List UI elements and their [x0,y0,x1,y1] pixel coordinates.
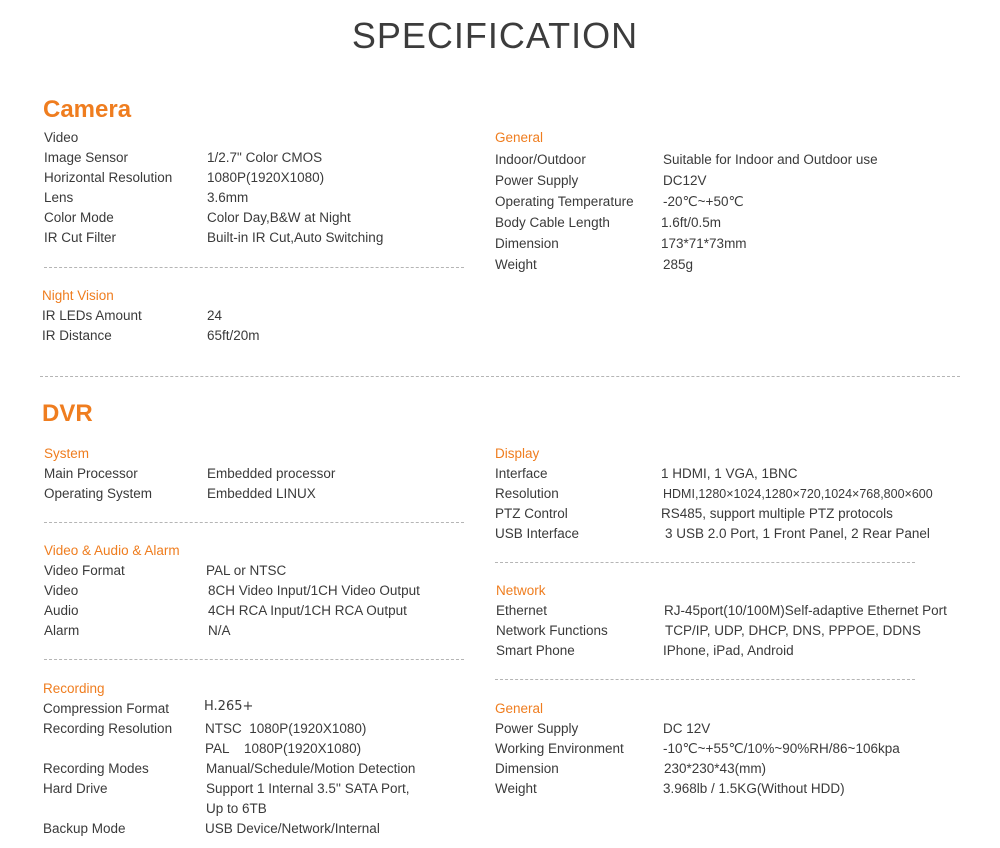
camera-heading: Camera [43,96,132,123]
spec-key: Hard Drive [43,781,108,796]
spec-value: Built-in IR Cut,Auto Switching [207,230,384,245]
spec-row [44,188,464,208]
spec-value: PAL or NTSC [206,563,287,578]
spec-row [495,191,955,212]
spec-value: DC 12V [663,721,711,736]
spec-value: 1/2.7" Color CMOS [207,150,323,165]
spec-row [496,641,966,661]
spec-value: Color Day,B&W at Night [207,210,351,225]
spec-key: Recording Modes [43,761,149,776]
spec-row [44,601,464,621]
spec-row [44,561,464,581]
spec-row [43,779,473,799]
spec-row [44,621,464,641]
dvr-heading: DVR [42,400,93,427]
spec-key: Color Mode [44,210,114,225]
spec-row [495,464,965,484]
system-title: System [44,446,90,461]
spec-key: Video Format [44,563,125,578]
spec-value: -20℃~+50℃ [663,194,744,209]
spec-key: Dimension [495,236,559,251]
spec-row [43,819,473,839]
spec-key: Power Supply [495,173,579,188]
spec-key: Ethernet [496,603,548,618]
display-title: Display [495,446,540,461]
spec-row [495,739,965,759]
spec-row [495,212,955,233]
spec-value: PAL 1080P(1920X1080) [205,741,362,756]
spec-row [44,484,464,504]
spec-value: 8CH Video Input/1CH Video Output [208,583,420,598]
night-vision-list [42,306,462,346]
spec-key: Recording Resolution [43,721,173,736]
spec-row [495,170,955,191]
camera-video-list [44,148,464,248]
spec-key: Interface [495,466,548,481]
spec-row [495,524,965,544]
spec-value: H.265+ [204,699,254,714]
spec-key: IR Distance [42,328,112,343]
spec-value: 3.968lb / 1.5KG(Without HDD) [663,781,845,796]
display-list [495,464,965,544]
spec-key: Dimension [495,761,559,776]
spec-row [44,168,464,188]
dvr-general-list [495,719,965,799]
spec-value: RJ-45port(10/100M)Self-adaptive Ethernet Port [664,603,947,618]
spec-key: Working Environment [495,741,624,756]
recording-list [43,699,473,839]
spec-row [495,233,955,254]
divider [495,679,915,680]
spec-value: 285g [663,257,694,272]
spec-row [42,306,462,326]
spec-row [44,208,464,228]
spec-key: Main Processor [44,466,138,481]
divider [44,659,464,660]
spec-key: Alarm [44,623,80,638]
spec-value: Embedded LINUX [207,486,316,501]
camera-video-title: Video [44,130,79,145]
spec-key: Network Functions [496,623,608,638]
spec-value: 24 [207,308,223,323]
spec-key: PTZ Control [495,506,568,521]
spec-key: Operating System [44,486,153,501]
vaa-title: Video & Audio & Alarm [44,543,180,558]
spec-value: 1.6ft/0.5m [661,215,722,230]
spec-row [43,759,473,779]
spec-row [43,799,473,819]
spec-value: 173*71*73mm [661,236,747,251]
spec-row [496,621,966,641]
spec-value: -10℃~+55℃/10%~90%RH/86~106kpa [663,741,900,756]
spec-key: Video [44,583,79,598]
divider [44,267,464,268]
spec-value: N/A [208,623,231,638]
spec-key: Lens [44,190,74,205]
spec-key: Resolution [495,486,559,501]
spec-value: Embedded processor [207,466,336,481]
spec-row [495,254,955,275]
spec-key: Smart Phone [496,643,575,658]
network-list [496,601,966,661]
spec-value: USB Device/Network/Internal [205,821,380,836]
vaa-list [44,561,464,641]
spec-value: 4CH RCA Input/1CH RCA Output [208,603,407,618]
spec-key: Compression Format [43,701,170,716]
spec-key: Indoor/Outdoor [495,152,586,167]
camera-general-title: General [495,130,544,145]
divider [495,562,915,563]
spec-value: Support 1 Internal 3.5'' SATA Port, [206,781,410,796]
spec-value: NTSC 1080P(1920X1080) [205,721,367,736]
spec-key: IR LEDs Amount [42,308,142,323]
spec-row [495,779,965,799]
spec-value: 1080P(1920X1080) [207,170,325,185]
camera-general-list [495,149,955,275]
spec-key: Weight [495,257,537,272]
spec-value: IPhone, iPad, Android [663,643,794,658]
spec-row [495,719,965,739]
spec-value: 3 USB 2.0 Port, 1 Front Panel, 2 Rear Panel [665,526,930,541]
spec-row [44,581,464,601]
spec-value: Up to 6TB [206,801,267,816]
night-vision-title: Night Vision [42,288,114,303]
spec-key: Operating Temperature [495,194,634,209]
spec-key: IR Cut Filter [44,230,117,245]
spec-row [42,326,462,346]
spec-row [496,601,966,621]
spec-row [43,699,473,719]
spec-key: Horizontal Resolution [44,170,173,185]
spec-row [44,148,464,168]
spec-row [43,739,473,759]
page-title: SPECIFICATION [351,15,639,56]
spec-value: 230*230*43(mm) [664,761,767,776]
spec-key: Body Cable Length [495,215,610,230]
spec-value: 1 HDMI, 1 VGA, 1BNC [661,466,798,481]
spec-key: Weight [495,781,537,796]
spec-row [495,149,955,170]
spec-value: DC12V [663,173,707,188]
network-title: Network [496,583,546,598]
divider [44,522,464,523]
spec-key: Image Sensor [44,150,129,165]
spec-row [44,228,464,248]
spec-value: 3.6mm [207,190,249,205]
spec-value: Suitable for Indoor and Outdoor use [663,152,878,167]
spec-key: Audio [44,603,79,618]
spec-row [495,759,965,779]
spec-row [495,484,965,504]
recording-title: Recording [43,681,105,696]
dvr-general-title: General [495,701,544,716]
spec-value: RS485, support multiple PTZ protocols [661,506,893,521]
spec-value: 65ft/20m [207,328,260,343]
spec-key: USB Interface [495,526,580,541]
spec-key: Backup Mode [43,821,126,836]
spec-row [43,719,473,739]
spec-row [495,504,965,524]
spec-key: Power Supply [495,721,579,736]
spec-value: TCP/IP, UDP, DHCP, DNS, PPPOE, DDNS [665,623,921,638]
system-list [44,464,464,504]
section-divider [40,376,960,377]
spec-row [44,464,464,484]
spec-value: HDMI,1280×1024,1280×720,1024×768,800×600 [663,487,933,501]
spec-value: Manual/Schedule/Motion Detection [206,761,416,776]
